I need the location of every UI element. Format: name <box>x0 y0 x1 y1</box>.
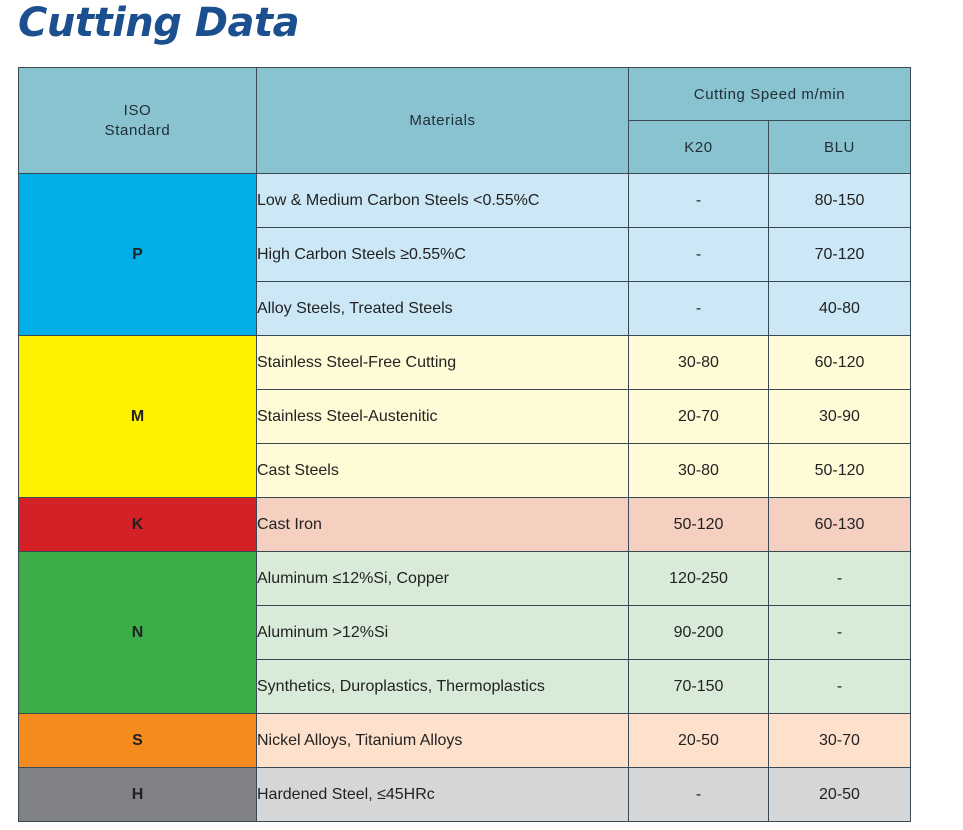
k20-cell: 50-120 <box>629 498 769 552</box>
blu-cell: 80-150 <box>769 174 911 228</box>
table-row <box>19 768 911 822</box>
table-row <box>19 336 911 390</box>
k20-cell: 90-200 <box>629 606 769 660</box>
iso-standard-header-line1: ISO <box>123 101 152 119</box>
cutting-data-table <box>18 67 911 822</box>
k20-cell: - <box>629 228 769 282</box>
blu-cell: 50-120 <box>769 444 911 498</box>
table-row <box>19 174 911 228</box>
material-cell: Cast Iron <box>257 498 629 552</box>
iso-group-h <box>19 768 911 822</box>
k20-header: K20 <box>629 121 769 174</box>
cutting-speed-header: Cutting Speed m/min <box>629 68 911 121</box>
k20-cell: - <box>629 174 769 228</box>
materials-header: Materials <box>257 68 629 174</box>
material-cell: Nickel Alloys, Titanium Alloys <box>257 714 629 768</box>
page-title: Cutting Data <box>18 0 300 46</box>
k20-cell: 20-50 <box>629 714 769 768</box>
k20-cell: 30-80 <box>629 444 769 498</box>
k20-cell: 70-150 <box>629 660 769 714</box>
iso-group-k <box>19 498 911 552</box>
iso-group-p <box>19 174 911 336</box>
table-row <box>19 552 911 606</box>
iso-cell-n: N <box>19 552 257 714</box>
material-cell: Synthetics, Duroplastics, Thermoplastics <box>257 660 629 714</box>
k20-cell: 20-70 <box>629 390 769 444</box>
blu-cell: 20-50 <box>769 768 911 822</box>
iso-cell-s: S <box>19 714 257 768</box>
blu-cell: 60-130 <box>769 498 911 552</box>
blu-cell: 60-120 <box>769 336 911 390</box>
iso-group-s <box>19 714 911 768</box>
table-row <box>19 498 911 552</box>
iso-cell-h: H <box>19 768 257 822</box>
k20-cell: 120-250 <box>629 552 769 606</box>
k20-cell: - <box>629 768 769 822</box>
material-cell: Alloy Steels, Treated Steels <box>257 282 629 336</box>
k20-cell: 30-80 <box>629 336 769 390</box>
material-cell: Hardened Steel, ≤45HRc <box>257 768 629 822</box>
blu-cell: - <box>769 660 911 714</box>
blu-cell: 40-80 <box>769 282 911 336</box>
blu-cell: 30-70 <box>769 714 911 768</box>
iso-group-m <box>19 336 911 498</box>
material-cell: Stainless Steel-Free Cutting <box>257 336 629 390</box>
iso-cell-m: M <box>19 336 257 498</box>
table-header <box>19 68 911 174</box>
blu-cell: - <box>769 606 911 660</box>
iso-cell-k: K <box>19 498 257 552</box>
material-cell: Cast Steels <box>257 444 629 498</box>
iso-standard-header <box>19 68 257 174</box>
material-cell: Aluminum ≤12%Si, Copper <box>257 552 629 606</box>
material-cell: High Carbon Steels ≥0.55%C <box>257 228 629 282</box>
table-row <box>19 714 911 768</box>
material-cell: Low & Medium Carbon Steels <0.55%C <box>257 174 629 228</box>
blu-cell: 30-90 <box>769 390 911 444</box>
blu-cell: - <box>769 552 911 606</box>
blu-header: BLU <box>769 121 911 174</box>
blu-cell: 70-120 <box>769 228 911 282</box>
material-cell: Aluminum >12%Si <box>257 606 629 660</box>
k20-cell: - <box>629 282 769 336</box>
iso-cell-p: P <box>19 174 257 336</box>
iso-group-n <box>19 552 911 714</box>
material-cell: Stainless Steel-Austenitic <box>257 390 629 444</box>
iso-standard-header-line2: Standard <box>104 121 171 139</box>
